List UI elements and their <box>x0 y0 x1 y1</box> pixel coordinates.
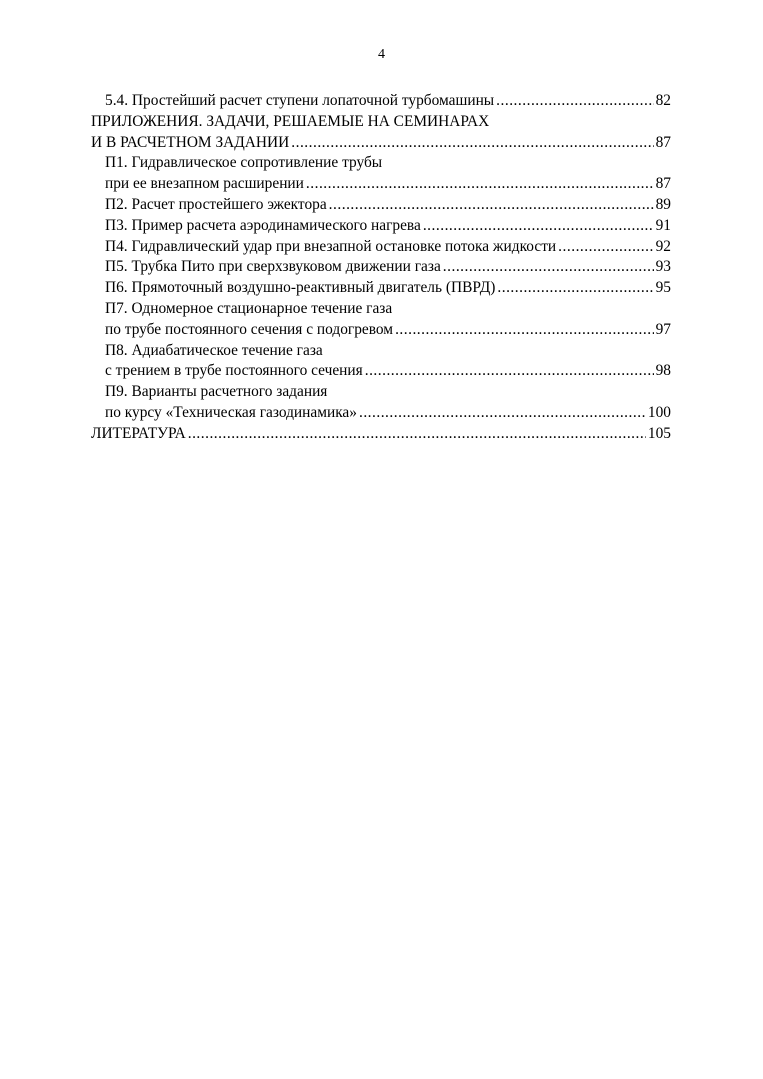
toc-entry-page: 97 <box>655 320 671 338</box>
toc-entry-page: 98 <box>655 362 671 380</box>
toc-entry-title-cont: при ее внезапном расширении <box>105 175 304 193</box>
toc-entry-p9 <box>91 403 671 424</box>
toc-entry-title: П2. Расчет простейшего эжектора <box>105 195 327 213</box>
toc-entry-title: ПРИЛОЖЕНИЯ. ЗАДАЧИ, РЕШАЕМЫЕ НА СЕМИНАРАХ <box>91 112 490 130</box>
leader-dots <box>395 320 654 341</box>
toc-entry-title: 5.4. Простейший расчет ступени лопаточной турбомашины <box>105 92 495 109</box>
toc-entry-p6 <box>91 278 671 299</box>
toc-entry-title: П5. Трубка Пито при сверхзвуковом движении газа <box>105 258 441 276</box>
toc-entry-page: 92 <box>655 237 671 255</box>
toc-entry-appendices-heading <box>91 112 671 133</box>
toc-entry-title-cont: И В РАСЧЕТНОМ ЗАДАНИИ <box>91 133 290 151</box>
leader-dots <box>365 361 654 382</box>
toc-entry-page: 87 <box>655 175 671 193</box>
toc-entry-title: П6. Прямоточный воздушно-реактивный двигатель (ПВРД) <box>105 279 496 297</box>
toc-entry-title: ЛИТЕРАТУРА <box>91 424 186 442</box>
toc-entry-title: П8. Адиабатическое течение газа <box>105 341 323 359</box>
toc-entry-p1 <box>91 174 671 195</box>
toc-entry-p1-heading <box>91 153 671 174</box>
leader-dots <box>496 91 653 112</box>
toc-entry-page: 95 <box>655 279 671 297</box>
toc-entry-5-4 <box>91 91 671 112</box>
toc-entry-title: П4. Гидравлический удар при внезапной остановке потока жидкости <box>105 237 557 255</box>
toc-entry-page: 93 <box>655 258 671 276</box>
toc-entry-p7-heading <box>91 299 671 320</box>
toc-entry-appendices <box>91 133 671 154</box>
toc-entry-p4 <box>91 237 671 258</box>
toc-entry-title-cont: с трением в трубе постоянного сечения <box>105 362 363 380</box>
toc-entry-title-cont: по курсу «Техническая газодинамика» <box>105 403 357 421</box>
toc-entry-p9-heading <box>91 382 671 403</box>
leader-dots <box>558 237 653 258</box>
leader-dots <box>497 278 653 299</box>
toc-entry-page: 100 <box>647 403 671 421</box>
toc-entry-p5 <box>91 257 671 278</box>
leader-dots <box>443 257 654 278</box>
leader-dots <box>188 424 646 445</box>
toc-entry-title-cont: по трубе постоянного сечения с подогревом <box>105 320 394 338</box>
toc-entry-p2 <box>91 195 671 216</box>
toc-entry-p3 <box>91 216 671 237</box>
page-number: 4 <box>378 47 385 62</box>
toc-entry-p8-heading <box>91 341 671 362</box>
toc-entry-literature <box>91 424 671 445</box>
leader-dots <box>291 133 653 154</box>
leader-dots <box>423 216 654 237</box>
toc-entry-title: П9. Варианты расчетного задания <box>105 383 328 401</box>
toc-entry-title: П7. Одномерное стационарное течение газа <box>105 299 393 317</box>
toc-entry-title: П1. Гидравлическое сопротивление трубы <box>105 154 383 172</box>
toc-entry-page: 87 <box>655 133 671 151</box>
toc-entry-p8 <box>91 361 671 382</box>
table-of-contents <box>91 91 671 445</box>
toc-entry-page: 105 <box>647 424 671 442</box>
leader-dots <box>329 195 654 216</box>
toc-entry-page: 82 <box>655 92 671 109</box>
leader-dots <box>359 403 646 424</box>
toc-entry-title: П3. Пример расчета аэродинамического нагрева <box>105 216 421 234</box>
toc-entry-p7 <box>91 320 671 341</box>
toc-entry-page: 91 <box>655 216 671 234</box>
leader-dots <box>306 174 654 195</box>
toc-entry-page: 89 <box>655 195 671 213</box>
